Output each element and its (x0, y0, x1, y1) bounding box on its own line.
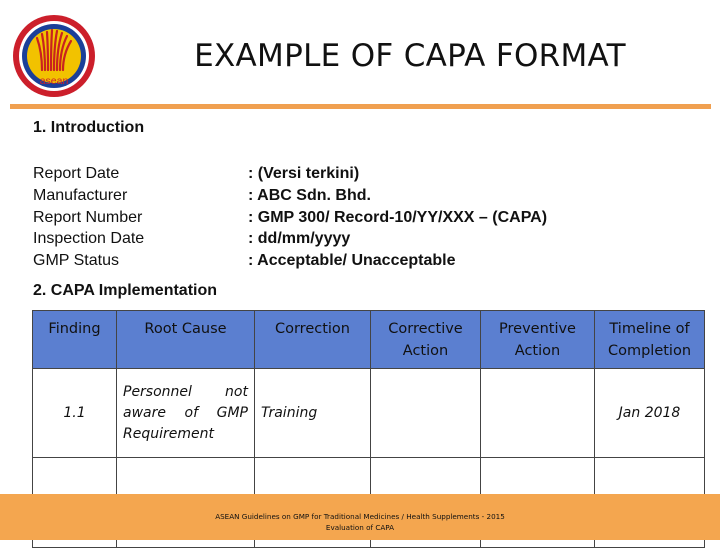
section-capa-heading: 2. CAPA Implementation (33, 282, 218, 299)
col-preventive-action: Preventive Action (481, 311, 595, 369)
cell-correction: Training (255, 369, 371, 458)
cell-finding: 1.1 (33, 369, 117, 458)
label-manufacturer: Manufacturer (33, 186, 128, 204)
info-labels (33, 163, 144, 272)
col-corrective-action: Corrective Action (371, 311, 481, 369)
cell-preventive-action (481, 369, 595, 458)
footer-line-evaluation: Evaluation of CAPA (325, 523, 395, 532)
label-report-date: Report Date (33, 165, 120, 182)
value-manufacturer: : ABC Sdn. Bhd. (248, 186, 371, 204)
footer-line-guidelines: ASEAN Guidelines on GMP for Traditional Medicines / Health Supplements - 2015 (215, 512, 505, 521)
value-gmp-status: : Acceptable/ Unacceptable (248, 252, 456, 270)
info-values (248, 163, 547, 272)
asean-logo (12, 14, 96, 98)
cell-root-cause: Personnel not aware of GMP Requirement (117, 369, 255, 458)
capa-header-row (33, 311, 705, 369)
label-inspection-date: Inspection Date (33, 230, 145, 248)
cell-timeline: Jan 2018 (595, 369, 705, 458)
page-title: EXAMPLE OF CAPA FORMAT (194, 38, 626, 74)
label-gmp-status: GMP Status (33, 252, 119, 270)
value-report-date: : (Versi terkini) (248, 165, 360, 182)
value-report-number: : GMP 300/ Record-10/YY/XXX – (CAPA) (248, 208, 548, 226)
label-report-number: Report Number (33, 208, 143, 226)
table-row (33, 369, 705, 458)
col-root-cause: Root Cause (117, 311, 255, 369)
col-correction: Correction (255, 311, 371, 369)
col-timeline: Timeline of Completion (595, 311, 705, 369)
title-divider (10, 104, 711, 109)
col-finding: Finding (33, 311, 117, 369)
logo-text: asean (39, 75, 69, 87)
cell-corrective-action (371, 369, 481, 458)
value-inspection-date: : dd/mm/yyyy (248, 230, 351, 248)
section-introduction-heading: 1. Introduction (33, 119, 145, 136)
footer-text (0, 511, 720, 533)
